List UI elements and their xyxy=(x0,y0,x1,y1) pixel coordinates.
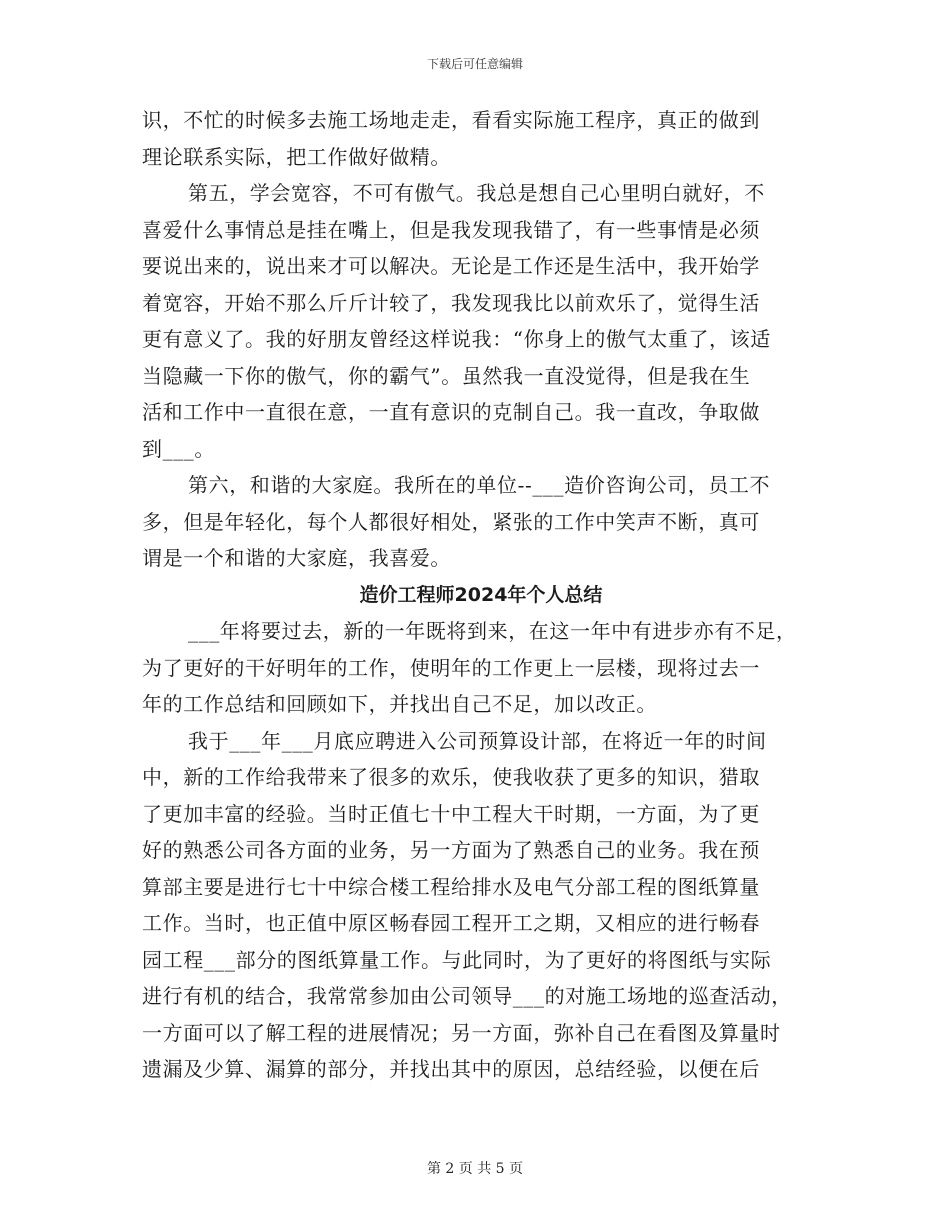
text-line: 年的工作总结和回顾如下，并找出自己不足，加以改正。 xyxy=(142,692,657,716)
page-number-footer: 第 2 页 共 5 页 xyxy=(426,1161,524,1177)
section-title: 造价工程师2024年个人总结 xyxy=(359,583,603,606)
text-line: 更有意义了。我的好朋友曾经这样说我：“你身上的傲气太重了，该适 xyxy=(142,327,771,351)
paragraph-start: 第五，学会宽容，不可有傲气。我总是想自己心里明白就好，不 xyxy=(188,181,765,205)
text-line: 喜爱什么事情总是挂在嘴上，但是我发现我错了，有一些事情是必须 xyxy=(142,217,760,242)
text-line: 要说出来的，说出来才可以解决。无论是工作还是生活中，我开始学 xyxy=(142,254,760,278)
text-line: 活和工作中一直很在意，一直有意识的克制自己。我一直改，争取做 xyxy=(142,400,760,424)
page-header: 下载后可任意编辑 xyxy=(426,57,523,71)
text-line: 一方面可以了解工程的进展情况；另一方面，弥补自己在看图及算量时 xyxy=(142,1020,781,1045)
text-line: 为了更好的干好明年的工作，使明年的工作更上一层楼，现将过去一 xyxy=(142,655,760,680)
text-line: 中，新的工作给我带来了很多的欢乐，使我收获了更多的知识，猎取 xyxy=(142,765,760,789)
text-line: 谓是一个和谐的大家庭，我喜爱。 xyxy=(142,546,451,570)
text-line: 理论联系实际，把工作做好做精。 xyxy=(142,144,451,169)
text-line: 着宽容，开始不那么斤斤计较了，我发现我比以前欢乐了，觉得生活 xyxy=(142,290,760,315)
text-line: 当隐藏一下你的傲气，你的霸气”。虽然我一直没觉得，但是我在生 xyxy=(142,363,751,388)
paragraph-start: 第六，和谐的大家庭。我所在的单位--___造价咨询公司，员工不 xyxy=(188,473,771,497)
text-line: 好的熟悉公司各方面的业务，另一方面为了熟悉自己的业务。我在预 xyxy=(142,838,760,862)
text-line: 到___。 xyxy=(142,436,215,461)
paragraph-start: 我于___年___月底应聘进入公司预算设计部，在将近一年的时间 xyxy=(188,728,767,753)
text-line: 多，但是年轻化，每个人都很好相处，紧张的工作中笑声不断，真可 xyxy=(142,509,760,534)
text-line: 了更加丰富的经验。当时正值七十中工程大干时期，一方面，为了更 xyxy=(142,801,760,826)
text-line: 算部主要是进行七十中综合楼工程给排水及电气分部工程的图纸算量 xyxy=(142,874,760,899)
text-line: 工作。当时，也正值中原区畅春园工程开工之期，又相应的进行畅春 xyxy=(142,911,760,935)
text-line: 园工程___部分的图纸算量工作。与此同时，为了更好的将图纸与实际 xyxy=(142,947,772,972)
paragraph-start: ___年将要过去，新的一年既将到来，在这一年中有进步亦有不足， xyxy=(188,619,797,643)
text-line: 遗漏及少算、漏算的部分，并找出其中的原因，总结经验，以便在后 xyxy=(142,1057,760,1081)
text-line: 进行有机的结合，我常常参加由公司领导___的对施工场地的巡查活动， xyxy=(142,984,792,1008)
document-body xyxy=(142,102,820,1088)
text-line: 识，不忙的时候多去施工场地走走，看看实际施工程序，真正的做到 xyxy=(142,108,760,132)
